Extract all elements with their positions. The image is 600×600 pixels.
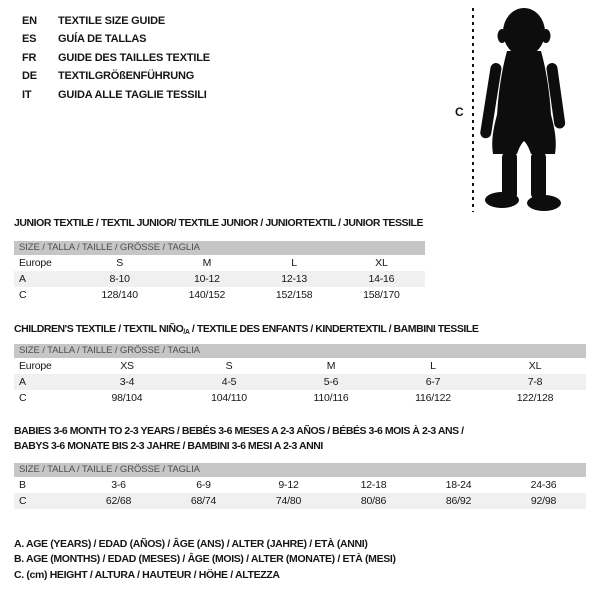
row-label: Europe: [19, 360, 52, 372]
value-cell: 8-10: [109, 273, 130, 285]
value-cell: 128/140: [101, 289, 138, 301]
value-cell: 7-8: [527, 376, 543, 388]
baby-foot-right: [527, 195, 561, 211]
baby-head: [503, 8, 545, 56]
size-cell: S: [225, 360, 233, 372]
row-label: C: [19, 289, 27, 301]
value-cell: 6-7: [425, 376, 441, 388]
value-cell: 68/74: [190, 495, 217, 507]
value-cell: 86/92: [445, 495, 472, 507]
row-label: B: [19, 479, 26, 491]
value-cell: 92/98: [530, 495, 557, 507]
baby-torso: [497, 51, 551, 117]
table-row: [14, 493, 586, 509]
row-label: C: [19, 392, 27, 404]
junior-section-title: JUNIOR TEXTILE / TEXTIL JUNIOR/ TEXTILE JUNIOR / JUNIORTEXTIL / JUNIOR TESSILE: [14, 217, 424, 229]
size-cell: XS: [120, 360, 134, 372]
language-row-fr: [22, 49, 210, 67]
value-cell: 104/110: [211, 392, 247, 404]
table-row: [14, 255, 425, 271]
children-size-header: SIZE / TALLA / TAILLE / GRÖSSE / TAGLIA: [14, 344, 586, 358]
value-cell: 3-4: [119, 376, 135, 388]
value-cell: 98/104: [111, 392, 143, 404]
size-cell: M: [202, 257, 212, 269]
junior-size-table: [14, 241, 425, 303]
value-cell: 14-16: [368, 273, 395, 285]
baby-silhouette: [478, 5, 570, 211]
language-code: ES: [22, 33, 37, 46]
legend-line-a: A. AGE (YEARS) / EDAD (AÑOS) / ÂGE (ANS) / ALTER (JAHRE) / ETÀ (ANNI): [14, 538, 368, 550]
value-cell: 122/128: [516, 392, 554, 404]
language-row-es: [22, 30, 210, 48]
value-cell: 9-12: [278, 479, 299, 491]
value-cell: 18-24: [445, 479, 472, 491]
value-cell: 5-6: [323, 376, 339, 388]
children-title-subscript: /A: [183, 329, 190, 336]
language-label: GUÍA DE TALLAS: [58, 33, 147, 46]
language-code: FR: [22, 51, 37, 64]
table-row: [14, 358, 586, 374]
value-cell: 12-18: [360, 479, 387, 491]
value-cell: 24-36: [530, 479, 557, 491]
language-label: TEXTILGRÖßENFÜHRUNG: [58, 70, 195, 83]
language-label: TEXTILE SIZE GUIDE: [58, 15, 166, 27]
measurement-legend: [14, 537, 396, 583]
babies-size-table: [14, 463, 586, 509]
children-title-prefix: CHILDREN'S TEXTILE / TEXTIL NIÑO: [14, 323, 184, 335]
size-cell: L: [430, 360, 436, 372]
value-cell: 140/152: [188, 289, 226, 301]
baby-foot-left: [485, 192, 519, 208]
baby-leg-left: [502, 152, 517, 199]
value-cell: 110/116: [313, 392, 349, 404]
value-cell: 80/86: [360, 495, 387, 507]
table-row: [14, 390, 586, 406]
children-title-suffix: / TEXTILE DES ENFANTS / KINDERTEXTIL / BAMBINI TESSILE: [189, 323, 479, 335]
language-label: GUIDA ALLE TAGLIE TESSILI: [58, 88, 207, 101]
value-cell: 3-6: [111, 479, 126, 491]
babies-size-header: SIZE / TALLA / TAILLE / GRÖSSE / TAGLIA: [14, 463, 586, 477]
baby-leg-right: [531, 152, 546, 199]
children-size-table: [14, 344, 586, 406]
row-label: A: [19, 273, 26, 285]
language-row-de: [22, 67, 210, 85]
value-cell: 12-13: [281, 273, 308, 285]
language-code: IT: [22, 88, 32, 101]
size-cell: L: [291, 257, 297, 269]
baby-ear-right: [542, 29, 551, 43]
row-label: A: [19, 376, 26, 388]
babies-title-line2: BABYS 3-6 MONATE BIS 2-3 JAHRE / BAMBINI 3-6 MESI A 2-3 ANNI: [14, 440, 323, 452]
value-cell: 4-5: [221, 376, 237, 388]
table-row: [14, 287, 425, 303]
row-label: Europe: [19, 257, 52, 269]
size-cell: M: [326, 360, 336, 372]
language-code: EN: [22, 15, 37, 27]
size-cell: XL: [528, 360, 542, 372]
baby-shorts: [492, 111, 556, 154]
children-section-title: [14, 322, 478, 340]
babies-section-title: [14, 424, 464, 454]
legend-line-c: C. (cm) HEIGHT / ALTURA / HAUTEUR / HÖHE / ALTEZZA: [14, 568, 280, 581]
value-cell: 116/122: [415, 392, 451, 404]
legend-line-b: B. AGE (MONTHS) / EDAD (MESES) / ÂGE (MOIS) / ALTER (MONATE) / ETÀ (MESI): [14, 553, 396, 566]
baby-ear-left: [498, 29, 507, 43]
value-cell: 158/170: [363, 289, 400, 301]
row-label: C: [19, 495, 27, 507]
size-cell: S: [116, 257, 124, 269]
value-cell: 10-12: [193, 273, 220, 285]
language-row-en: [22, 12, 210, 30]
language-list: [22, 12, 210, 104]
value-cell: 6-9: [196, 479, 211, 491]
junior-size-header: SIZE / TALLA / TAILLE / GRÖSSE / TAGLIA: [14, 241, 425, 255]
height-marker-label: C: [455, 105, 464, 119]
table-row: [14, 271, 425, 287]
table-row: [14, 374, 586, 390]
value-cell: 62/68: [105, 495, 132, 507]
language-code: DE: [22, 70, 37, 83]
value-cell: 152/158: [275, 289, 313, 301]
value-cell: 74/80: [275, 495, 302, 507]
table-row: [14, 477, 586, 493]
height-dashed-line: [472, 8, 474, 212]
size-cell: XL: [375, 257, 388, 269]
language-label: GUIDE DES TAILLES TEXTILE: [58, 51, 210, 64]
babies-title-line1: BABIES 3-6 MONTH TO 2-3 YEARS / BEBÉS 3-6 MESES A 2-3 AÑOS / BÉBÉS 3-6 MOIS À 2-3 ANS /: [14, 425, 464, 437]
language-row-it: [22, 86, 210, 104]
